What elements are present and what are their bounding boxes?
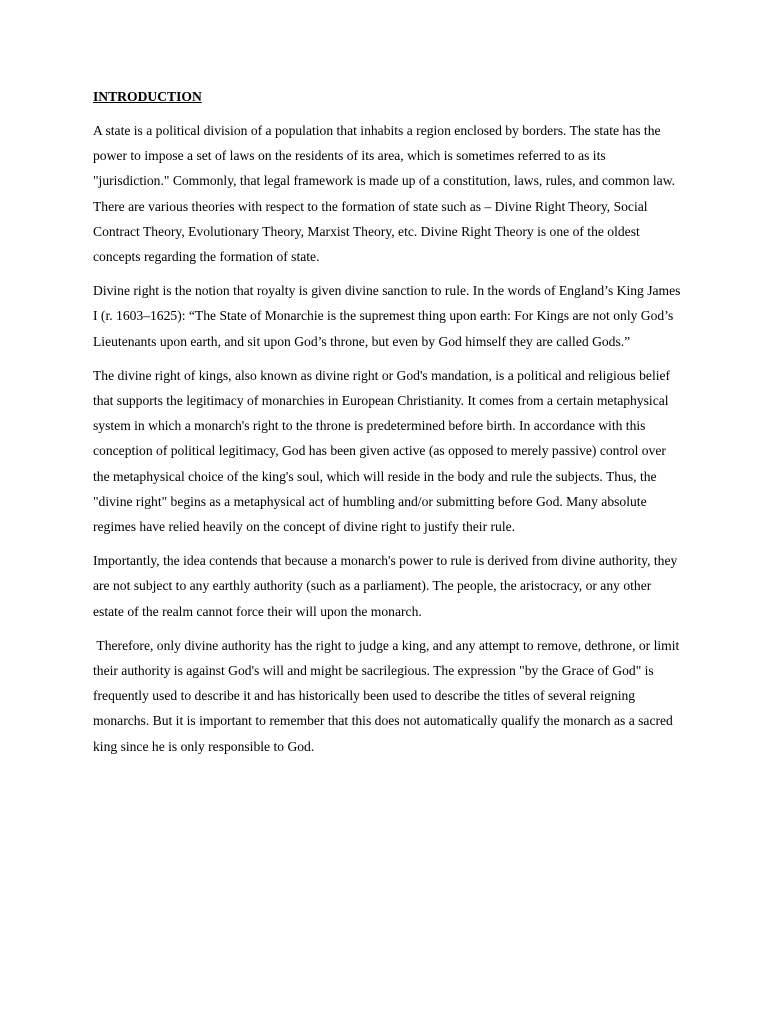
paragraph-earthly-authority: Importantly, the idea contends that because a monarch's power to rule is derived from divine authority, they are not subject to any earthly authority (such as a parliament). The people, the aristocracy, or any other estate of the realm cannot force their will upon the monarch. (93, 553, 681, 619)
paragraph-divine-judgement: Therefore, only divine authority has the right to judge a king, and any attempt to remove, dethrone, or limit their authority is against God's will and might be sacrilegious. The expression "by the Grace of God" is frequently used to describe it and has historically been used to describe the titles of several reigning monarchs. But it is important to remember that this does not automatically qualify the monarch as a sacred king since he is only responsible to God. (93, 637, 683, 754)
document-page (93, 84, 683, 768)
paragraph-divine-right-of-kings: The divine right of kings, also known as divine right or God's mandation, is a political and religious belief that supports the legitimacy of monarchies in European Christianity. It comes from a certain metaphysical system in which a monarch's right to the throne is predetermined before birth. In accordance with this conception of political legitimacy, God has been given active (as opposed to merely passive) control over the metaphysical choice of the king's soul, which will reside in the body and rule the subjects. Thus, the "divine right" begins as a metaphysical act of humbling and/or submitting before God. Many absolute regimes have relied heavily on the concept of divine right to justify their rule. (93, 367, 674, 535)
paragraph-divine-right-notion: Divine right is the notion that royalty is given divine sanction to rule. In the words of England’s King James I (r. 1603–1625): “The State of Monarchie is the supremest thing upon earth: For Kings are not only God’s Lieutenants upon earth, and sit upon God’s throne, but even by God himself they are called Gods.” (93, 283, 684, 349)
paragraph-state-definition: A state is a political division of a population that inhabits a region enclosed by borders. The state has the power to impose a set of laws on the residents of its area, which is sometimes referred to as its "jurisdiction." Commonly, that legal framework is made up of a constitution, laws, rules, and common law. There are various theories with respect to the formation of state such as – Divine Right Theory, Social Contract Theory, Evolutionary Theory, Marxist Theory, etc. Divine Right Theory is one of the oldest concepts regarding the formation of state. (93, 123, 679, 265)
section-heading: INTRODUCTION (93, 89, 202, 104)
